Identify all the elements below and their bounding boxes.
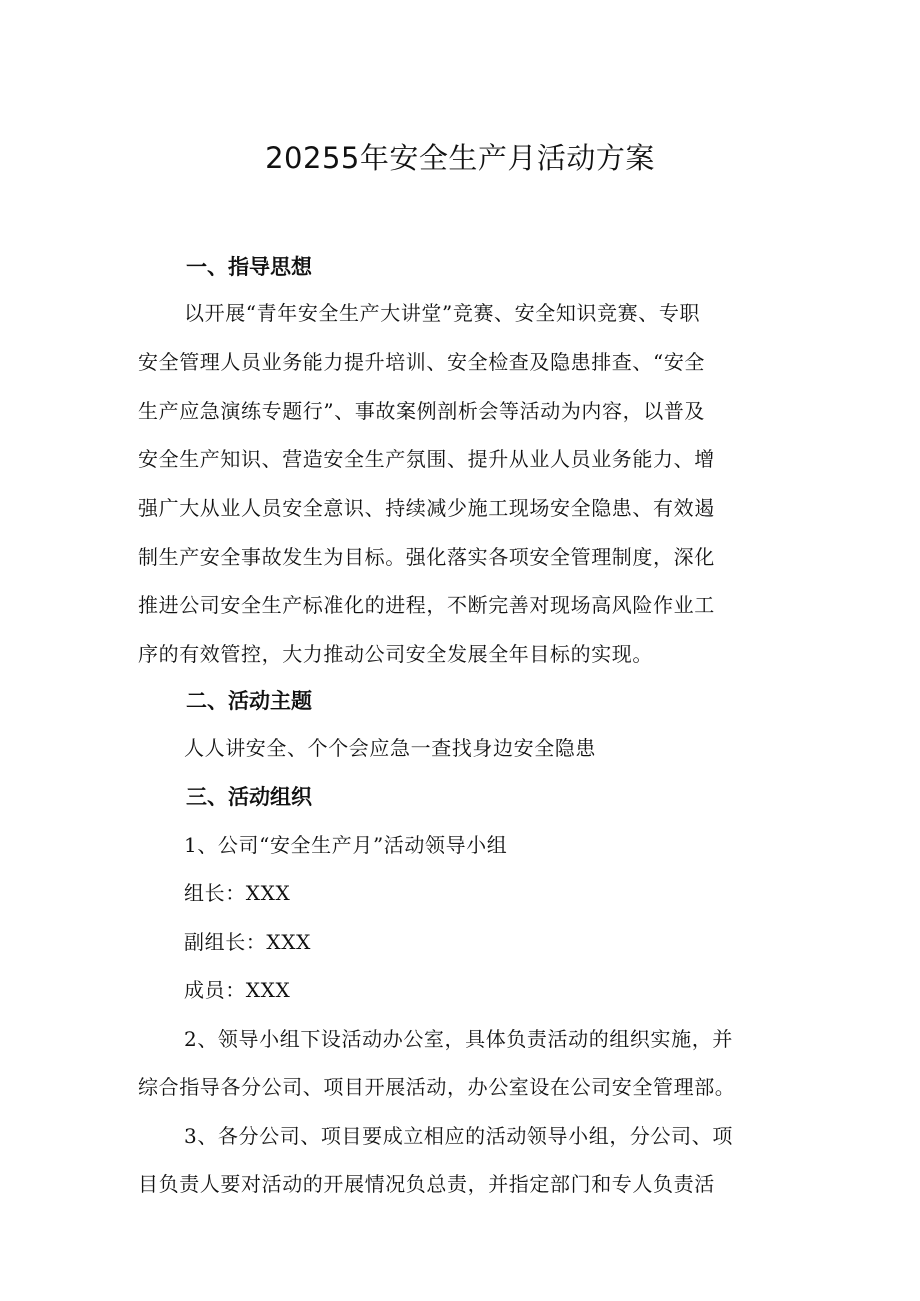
- paragraph-line: 成员：XXX: [184, 978, 291, 1002]
- paragraph-line: 组长：XXX: [184, 881, 291, 905]
- paragraph-line: 生产应急演练专题行”、事故案例剖析会等活动为内容，以普及: [138, 399, 706, 423]
- document-title: 20255年安全生产月活动方案: [265, 141, 655, 175]
- paragraph-line: 人人讲安全、个个会应急一查找身边安全隐患: [184, 736, 596, 760]
- paragraph-line: 2、领导小组下设活动办公室，具体负责活动的组织实施，并: [184, 1027, 733, 1051]
- section-heading-guiding-ideology: 一、指导思想: [186, 255, 312, 279]
- paragraph-line: 综合指导各分公司、项目开展活动，办公室设在公司安全管理部。: [138, 1075, 736, 1099]
- paragraph-line: 以开展“青年安全生产大讲堂”竞赛、安全知识竞赛、专职: [184, 301, 701, 325]
- section-heading-activity-theme: 二、活动主题: [186, 689, 312, 713]
- paragraph-line: 制生产安全事故发生为目标。强化落实各项安全管理制度，深化: [138, 545, 715, 569]
- paragraph-line: 序的有效管控，大力推动公司安全发展全年目标的实现。: [138, 642, 653, 666]
- paragraph-line: 目负责人要对活动的开展情况负总责，并指定部门和专人负责活: [138, 1172, 715, 1196]
- paragraph-line: 强广大从业人员安全意识、持续减少施工现场安全隐患、有效遏: [138, 496, 715, 520]
- section-heading-activity-organization: 三、活动组织: [186, 785, 312, 809]
- paragraph-line: 推进公司安全生产标准化的进程，不断完善对现场高风险作业工: [138, 593, 715, 617]
- paragraph-line: 副组长：XXX: [184, 930, 311, 954]
- paragraph-line: 安全管理人员业务能力提升培训、安全检查及隐患排查、“安全: [138, 350, 706, 374]
- paragraph-line: 3、各分公司、项目要成立相应的活动领导小组，分公司、项: [184, 1124, 733, 1148]
- paragraph-line: 1、公司“安全生产月”活动领导小组: [184, 833, 508, 857]
- paragraph-line: 安全生产知识、营造安全生产氛围、提升从业人员业务能力、增: [138, 447, 715, 471]
